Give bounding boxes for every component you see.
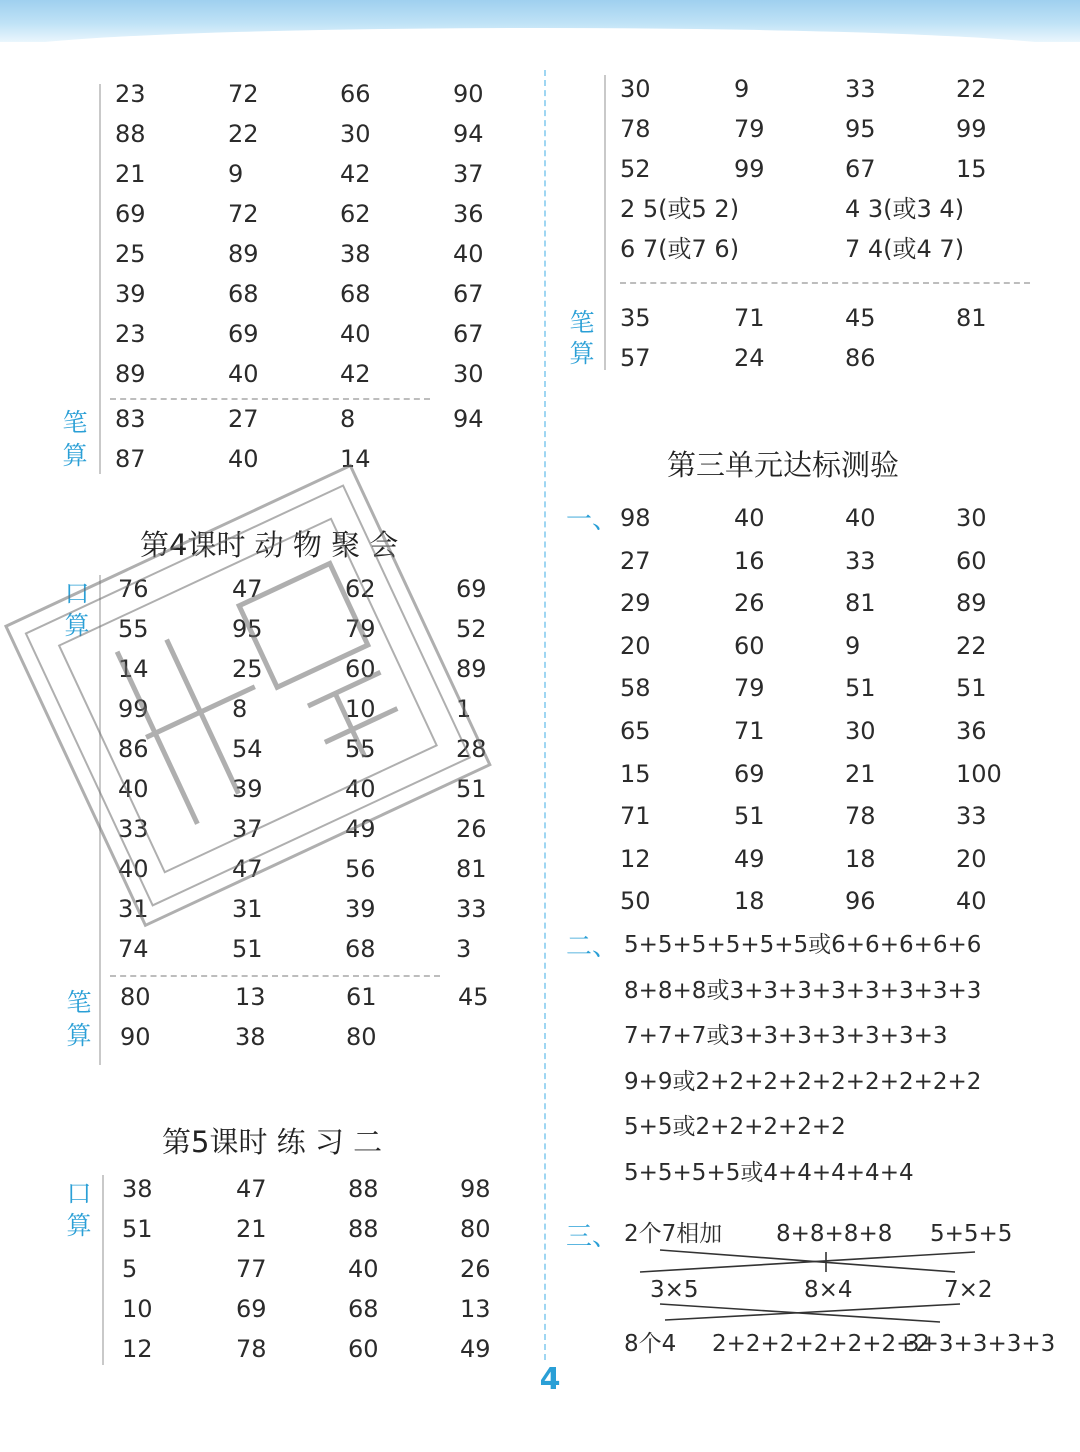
left-top-cell: 30 <box>453 360 484 388</box>
right-top-cell: 33 <box>845 75 876 103</box>
lesson4-kousuan-cell: 51 <box>456 775 487 803</box>
unit3-sec3-mid: 8×4 <box>804 1277 853 1303</box>
left-top-cell: 66 <box>340 80 371 108</box>
unit3-sec3-bottom: 3+3+3+3+3 <box>905 1331 1056 1357</box>
unit3-sec3-bottom: 8个4 <box>624 1331 677 1357</box>
left-top-cell: 9 <box>228 160 244 188</box>
unit3-sec1-cell: 71 <box>734 717 765 745</box>
unit3-sec1-cell: 58 <box>620 674 651 703</box>
left-top-cell: 36 <box>453 200 484 228</box>
lesson4-bisuan-cell: 80 <box>120 983 151 1011</box>
right-top-bisuan-cell: 45 <box>845 304 876 332</box>
left-top-cell: 89 <box>115 360 146 388</box>
lesson5-kousuan-cell: 51 <box>122 1215 153 1243</box>
right-top-cell: 9 <box>734 75 750 103</box>
right-top-cell: 99 <box>956 115 987 143</box>
left-top-cell: 72 <box>228 80 259 108</box>
lesson4-kousuan-cell: 79 <box>345 615 376 643</box>
right-top-bisuan-cell: 86 <box>845 344 876 372</box>
unit3-sec1-cell: 81 <box>845 589 876 618</box>
unit3-sec1-cell: 33 <box>956 802 987 831</box>
right-top-cell: 52 <box>620 155 651 183</box>
lesson4-kousuan-cell: 95 <box>232 615 263 643</box>
right-top-cell: 22 <box>956 75 987 103</box>
unit3-sec1-cell: 15 <box>620 759 651 788</box>
unit3-sec3-mid: 7×2 <box>944 1277 993 1303</box>
lesson4-kousuan-cell: 31 <box>118 895 149 923</box>
unit3-sec1-cell: 50 <box>620 887 651 916</box>
unit3-sec1-cell: 78 <box>845 802 876 831</box>
unit3-title: 第三单元达标测验 <box>667 448 900 482</box>
lesson4-kousuan-cell: 99 <box>118 695 149 723</box>
left-top-cell: 25 <box>115 240 146 268</box>
lesson5-kousuan-cell: 68 <box>348 1295 379 1323</box>
unit3-sec2-line: 7+7+7或3+3+3+3+3+3+3 <box>624 1023 948 1049</box>
lesson5-kousuan-cell: 21 <box>236 1215 267 1243</box>
lesson4-kousuan-cell: 60 <box>345 655 376 683</box>
lesson5-kousuan-cell: 12 <box>122 1335 153 1363</box>
lesson4-kousuan-cell: 81 <box>456 855 487 883</box>
lesson5-kousuan-cell: 13 <box>460 1295 491 1323</box>
unit3-sec1-cell: 26 <box>734 589 765 618</box>
right-top-cell: 95 <box>845 115 876 143</box>
lesson4-kousuan-cell: 51 <box>232 935 263 963</box>
lesson5-kousuan-cell: 49 <box>460 1335 491 1363</box>
left-top-cell: 94 <box>453 120 484 148</box>
left-top-cell: 23 <box>115 320 146 348</box>
left-top-cell: 69 <box>228 320 259 348</box>
unit3-sec2-line: 9+9或2+2+2+2+2+2+2+2+2 <box>624 1068 982 1095</box>
lesson4-kousuan-cell: 10 <box>345 695 376 723</box>
page-number: 4 <box>539 1362 561 1397</box>
unit3-sec1-cell: 89 <box>956 589 987 618</box>
unit3-sec1-cell: 30 <box>956 504 987 532</box>
lesson4-bisuan-cell: 38 <box>235 1023 266 1051</box>
unit3-sec1-cell: 16 <box>734 546 765 575</box>
lesson4-kousuan-cell: 33 <box>456 895 487 923</box>
lesson4-kousuan-cell: 40 <box>345 775 376 803</box>
lesson4-kousuan-cell: 62 <box>345 575 376 603</box>
left-top-cell: 37 <box>453 160 484 188</box>
unit3-sec3-bottom: 2+2+2+2+2+2+2 <box>712 1331 931 1357</box>
unit3-sec1-cell: 22 <box>956 631 987 660</box>
lesson5-kousuan-cell: 5 <box>122 1255 138 1283</box>
kousuan-label-char: 口 <box>64 579 90 608</box>
unit3-sec1-cell: 65 <box>620 717 651 745</box>
unit3-sec1-cell: 60 <box>956 546 987 575</box>
left-top-cell: 38 <box>340 240 371 268</box>
left-top-cell: 42 <box>340 160 371 188</box>
lesson4-kousuan-cell: 26 <box>456 815 487 843</box>
lesson4-kousuan-cell: 1 <box>456 695 472 723</box>
lesson4-kousuan-cell: 55 <box>345 735 376 763</box>
right-top-cell: 78 <box>620 115 651 143</box>
unit3-sec1-cell: 20 <box>956 844 987 873</box>
lesson5-kousuan-cell: 88 <box>348 1175 379 1203</box>
unit3-sec1-cell: 100 <box>956 759 1002 788</box>
lesson4-kousuan-cell: 39 <box>345 895 376 923</box>
lesson4-bisuan-cell: 90 <box>120 1023 151 1051</box>
right-top-bisuan-cell: 35 <box>620 304 651 332</box>
lesson4-bisuan-cell: 61 <box>346 983 377 1011</box>
lesson4-kousuan-cell: 39 <box>232 775 263 803</box>
right-top-bisuan-cell: 24 <box>734 344 765 372</box>
right-top-bisuan-cell: 81 <box>956 304 987 332</box>
unit3-sec2-line: 5+5+5+5或4+4+4+4+4 <box>624 1159 914 1186</box>
left-top-cell: 89 <box>228 240 259 268</box>
left-top-bisuan-cell: 14 <box>340 445 371 473</box>
lesson4-kousuan-cell: 47 <box>232 855 263 883</box>
right-top-cell: 2 5(或5 2) <box>620 195 740 223</box>
lesson5-kousuan-cell: 47 <box>236 1175 267 1203</box>
bisuan-label-char: 笔 <box>66 988 92 1017</box>
unit3-sec1-cell: 51 <box>845 674 876 703</box>
unit3-sec1-cell: 9 <box>845 631 861 660</box>
kousuan-label-char: 算 <box>64 611 90 640</box>
unit3-sec1-cell: 51 <box>734 802 765 831</box>
unit3-sec1-cell: 27 <box>620 546 651 575</box>
left-top-bisuan-cell: 27 <box>228 405 259 433</box>
section-3-label: 三、 <box>566 1222 619 1252</box>
lesson4-kousuan-cell: 28 <box>456 735 487 763</box>
left-top-cell: 30 <box>340 120 371 148</box>
lesson5-kousuan-cell: 26 <box>460 1255 491 1283</box>
right-top-cell: 30 <box>620 75 651 103</box>
bisuan-label-char: 算 <box>62 441 88 470</box>
unit3-sec1-cell: 36 <box>956 717 987 745</box>
right-top-cell: 67 <box>845 155 876 183</box>
unit3-sec1-cell: 18 <box>734 887 765 916</box>
left-top-bisuan-cell: 83 <box>115 405 146 433</box>
lesson4-kousuan-cell: 52 <box>456 615 487 643</box>
left-top-cell: 68 <box>228 280 259 308</box>
unit3-sec1-cell: 98 <box>620 504 651 532</box>
lesson4-title: 第4课时 动 物 聚 会 <box>140 528 399 562</box>
lesson5-kousuan-cell: 88 <box>348 1215 379 1243</box>
lesson4-kousuan-cell: 33 <box>118 815 149 843</box>
lesson4-kousuan-cell: 89 <box>456 655 487 683</box>
unit3-sec3-top: 8+8+8+8 <box>776 1221 893 1247</box>
unit3-sec1-cell: 40 <box>956 887 987 916</box>
lesson4-bisuan-cell: 80 <box>346 1023 377 1051</box>
unit3-sec2-line: 5+5+5+5+5+5或6+6+6+6+6 <box>624 932 982 958</box>
lesson4-bisuan-cell: 13 <box>235 983 266 1011</box>
right-top-cell: 7 4(或4 7) <box>845 235 965 263</box>
lesson4-kousuan-cell: 69 <box>456 575 487 603</box>
lesson5-kousuan-cell: 69 <box>236 1295 267 1323</box>
right-top-bisuan-cell: 57 <box>620 344 651 372</box>
left-top-bisuan-cell: 87 <box>115 445 146 473</box>
lesson5-kousuan-cell: 80 <box>460 1215 491 1243</box>
right-top-cell: 79 <box>734 115 765 143</box>
left-top-bisuan-cell: 8 <box>340 405 356 433</box>
lesson4-kousuan-cell: 56 <box>345 855 376 883</box>
lesson4-kousuan-cell: 40 <box>118 855 149 883</box>
unit3-sec1-cell: 21 <box>845 759 876 788</box>
unit3-sec1-cell: 40 <box>845 504 876 532</box>
unit3-sec1-cell: 79 <box>734 674 765 703</box>
lesson5-kousuan-cell: 38 <box>122 1175 153 1203</box>
unit3-sec3-mid: 3×5 <box>650 1277 699 1303</box>
lesson5-kousuan-cell: 40 <box>348 1255 379 1283</box>
unit3-sec1-cell: 60 <box>734 631 765 660</box>
lesson4-kousuan-cell: 76 <box>118 575 149 603</box>
bisuan-label-char: 算 <box>569 339 595 368</box>
right-top-cell: 99 <box>734 155 765 183</box>
section-2-label: 二、 <box>566 932 619 962</box>
left-top-cell: 42 <box>340 360 371 388</box>
left-top-cell: 40 <box>453 240 484 268</box>
left-top-cell: 62 <box>340 200 371 228</box>
unit3-sec1-cell: 40 <box>734 504 765 532</box>
left-top-cell: 90 <box>453 80 484 108</box>
lesson5-kousuan-cell: 10 <box>122 1295 153 1323</box>
lesson4-kousuan-cell: 68 <box>345 935 376 963</box>
left-top-cell: 40 <box>340 320 371 348</box>
section-1-label: 一、 <box>566 505 619 535</box>
left-top-cell: 40 <box>228 360 259 388</box>
unit3-sec3-top: 5+5+5 <box>930 1221 1013 1247</box>
left-top-bisuan-cell: 40 <box>228 445 259 473</box>
bisuan-label-char: 笔 <box>62 408 88 437</box>
left-top-cell: 68 <box>340 280 371 308</box>
unit3-sec1-cell: 49 <box>734 844 765 873</box>
lesson4-kousuan-cell: 49 <box>345 815 376 843</box>
unit3-sec1-cell: 29 <box>620 589 651 618</box>
left-top-cell: 39 <box>115 280 146 308</box>
unit3-sec2-line: 5+5或2+2+2+2+2 <box>624 1114 846 1140</box>
lesson4-kousuan-cell: 14 <box>118 655 149 683</box>
bisuan-label-char: 算 <box>66 1021 92 1050</box>
right-top-cell: 4 3(或3 4) <box>845 195 965 223</box>
unit3-sec1-cell: 30 <box>845 717 876 745</box>
unit3-sec1-cell: 96 <box>845 887 876 916</box>
unit3-sec1-cell: 20 <box>620 631 651 660</box>
bisuan-label-char: 笔 <box>569 308 595 337</box>
lesson4-kousuan-cell: 37 <box>232 815 263 843</box>
left-top-cell: 21 <box>115 160 146 188</box>
right-top-cell: 6 7(或7 6) <box>620 235 740 263</box>
lesson5-title: 第5课时 练 习 二 <box>162 1125 383 1159</box>
lesson5-kousuan-cell: 77 <box>236 1255 267 1283</box>
lesson5-kousuan-cell: 60 <box>348 1335 379 1363</box>
unit3-sec1-cell: 71 <box>620 802 651 831</box>
kousuan-label-char: 口 <box>66 1179 92 1208</box>
lesson4-kousuan-cell: 40 <box>118 775 149 803</box>
lesson4-kousuan-cell: 86 <box>118 735 149 763</box>
lesson4-kousuan-cell: 47 <box>232 575 263 603</box>
unit3-sec1-cell: 18 <box>845 844 876 873</box>
lesson4-kousuan-cell: 3 <box>456 935 472 963</box>
lesson4-kousuan-cell: 54 <box>232 735 263 763</box>
unit3-sec3-top: 2个7相加 <box>624 1221 723 1247</box>
lesson5-kousuan-cell: 98 <box>460 1175 491 1203</box>
left-top-cell: 23 <box>115 80 146 108</box>
lesson4-kousuan-cell: 31 <box>232 895 263 923</box>
unit3-sec1-cell: 12 <box>620 844 651 873</box>
right-top-cell: 15 <box>956 155 987 183</box>
lesson4-bisuan-cell: 45 <box>458 983 489 1011</box>
unit3-sec2-line: 8+8+8或3+3+3+3+3+3+3+3 <box>624 977 982 1004</box>
left-top-cell: 67 <box>453 320 484 348</box>
left-top-cell: 67 <box>453 280 484 308</box>
left-top-bisuan-cell: 94 <box>453 405 484 433</box>
unit3-sec1-cell: 69 <box>734 759 765 788</box>
lesson4-kousuan-cell: 74 <box>118 935 149 963</box>
left-top-cell: 88 <box>115 120 146 148</box>
lesson5-kousuan-cell: 78 <box>236 1335 267 1363</box>
left-top-cell: 22 <box>228 120 259 148</box>
lesson4-kousuan-cell: 8 <box>232 695 248 723</box>
unit3-sec1-cell: 51 <box>956 674 987 703</box>
lesson4-kousuan-cell: 55 <box>118 615 149 643</box>
left-top-cell: 69 <box>115 200 146 228</box>
unit3-sec1-cell: 33 <box>845 546 876 575</box>
lesson4-kousuan-cell: 25 <box>232 655 263 683</box>
left-top-cell: 72 <box>228 200 259 228</box>
right-top-bisuan-cell: 71 <box>734 304 765 332</box>
kousuan-label-char: 算 <box>66 1211 92 1240</box>
